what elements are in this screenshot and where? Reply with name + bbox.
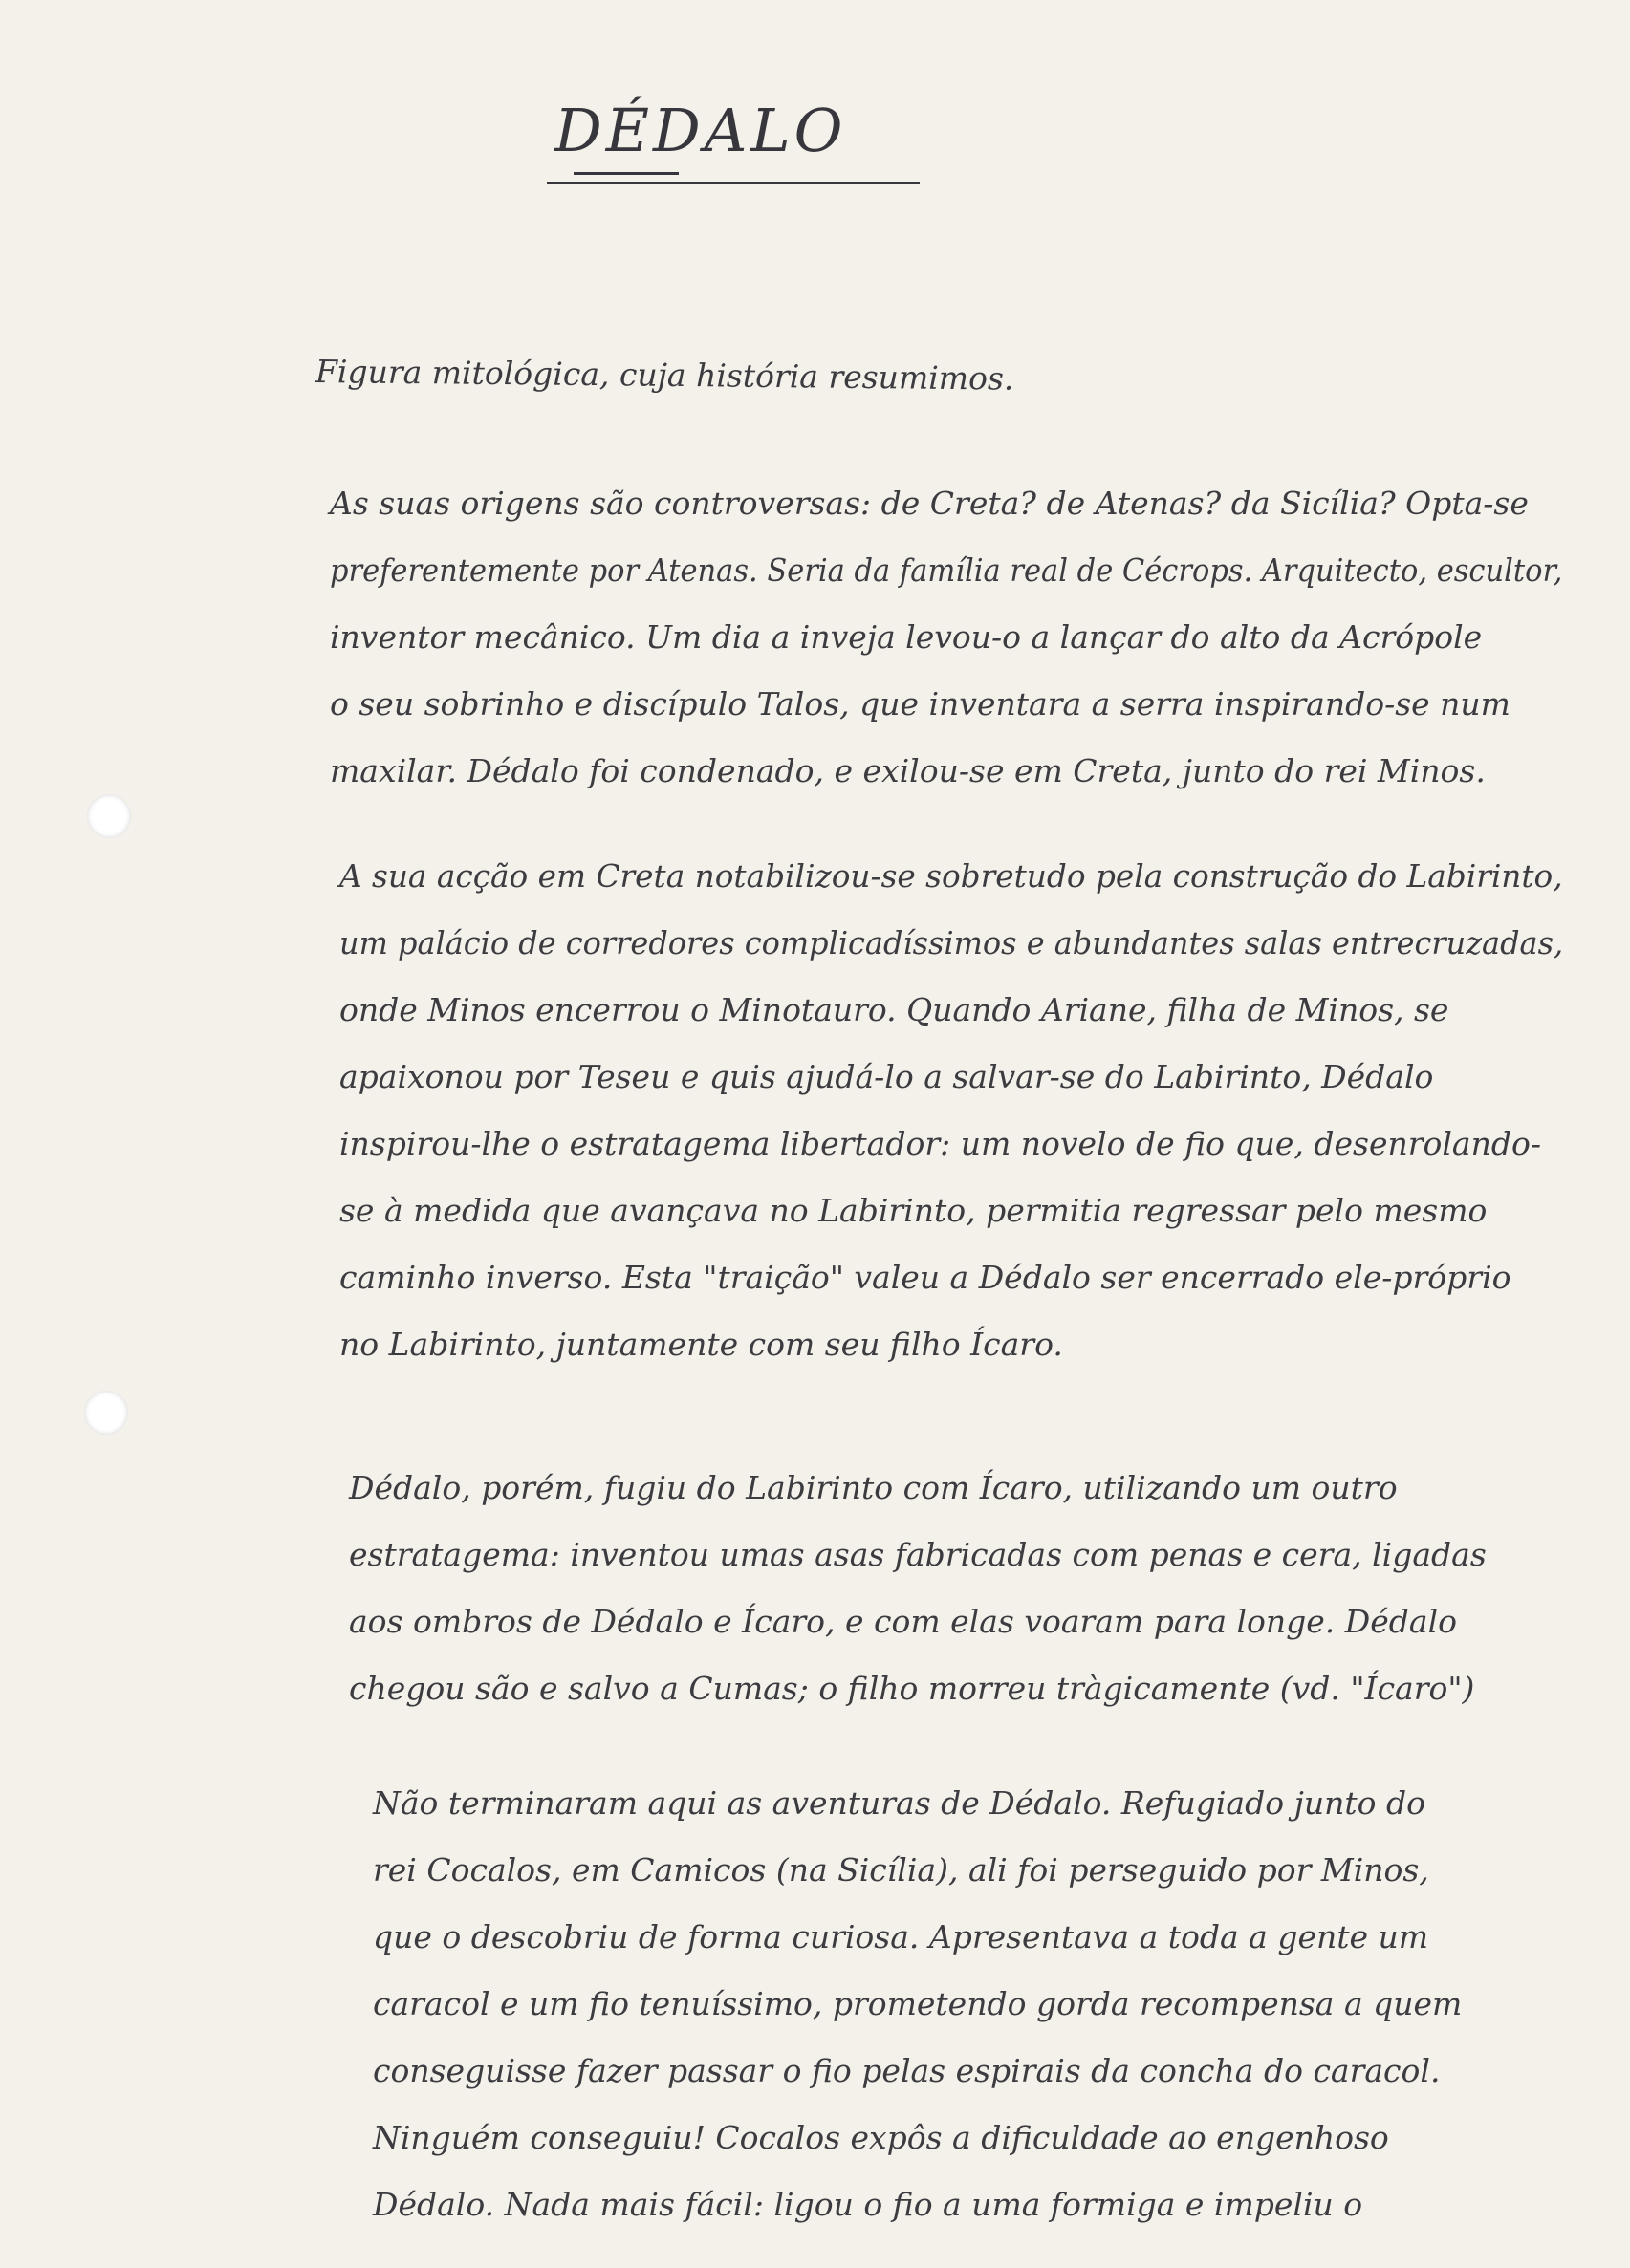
punch-hole: [87, 794, 131, 838]
text-line: estratagema: inventou umas asas fabricadas com penas e cera, ligadas: [349, 1536, 1487, 1573]
text-line: conseguisse fazer passar o fio pelas espirais da concha do caracol.: [373, 2052, 1441, 2089]
text-line: inventor mecânico. Um dia a inveja levou-o a lançar do alto da Acrópole: [330, 618, 1483, 656]
intro-line: Figura mitológica, cuja história resumimos.: [315, 353, 1014, 398]
text-line: inspirou-lhe o estratagema libertador: um novelo de fio que, desenrolando-: [339, 1125, 1541, 1162]
text-line: o seu sobrinho e discípulo Talos, que inventara a serra inspirando-se num: [330, 685, 1510, 723]
text-line: rei Cocalos, em Camicos (na Sicília), ali foi perseguido por Minos,: [373, 1851, 1429, 1889]
title-underline: [574, 172, 679, 175]
text-line: um palácio de corredores complicadíssimos e abundantes salas entrecruzadas,: [339, 924, 1564, 961]
text-line: preferentemente por Atenas. Seria da família real de Cécrops. Arquitecto, escultor,: [330, 551, 1563, 589]
text-line: aos ombros de Dédalo e Ícaro, e com elas voaram para longe. Dédalo: [349, 1603, 1457, 1640]
text-line: que o descobriu de forma curiosa. Apresentava a toda a gente um: [373, 1918, 1429, 1955]
text-line: A sua acção em Creta notabilizou-se sobretudo pela construção do Labirinto,: [339, 857, 1563, 895]
text-line: chegou são e salvo a Cumas; o filho morreu tràgicamente (vd. "Ícaro"): [349, 1670, 1475, 1707]
text-line: As suas origens são controversas: de Creta? de Atenas? da Sicília? Opta-se: [330, 485, 1529, 522]
text-line: Não terminaram aqui as aventuras de Dédalo. Refugiado junto do: [373, 1784, 1425, 1822]
text-line: no Labirinto, juntamente com seu filho Ícaro.: [339, 1326, 1063, 1363]
text-line: se à medida que avançava no Labirinto, permitia regressar pelo mesmo: [339, 1192, 1488, 1229]
text-line: Ninguém conseguiu! Cocalos expôs a dificuldade ao engenhoso: [373, 2119, 1389, 2156]
text-line: onde Minos encerrou o Minotauro. Quando Ariane, filha de Minos, se: [339, 991, 1449, 1028]
text-line: apaixonou por Teseu e quis ajudá-lo a salvar-se do Labirinto, Dédalo: [339, 1058, 1434, 1095]
text-line: Dédalo, porém, fugiu do Labirinto com Ícaro, utilizando um outro: [349, 1469, 1398, 1506]
title-underline: [547, 182, 920, 184]
text-line: caminho inverso. Esta "traição" valeu a Dédalo ser encerrado ele-próprio: [339, 1259, 1511, 1296]
text-line: caracol e um fio tenuíssimo, prometendo gorda recompensa a quem: [373, 1985, 1463, 2022]
punch-hole: [84, 1391, 128, 1435]
page-title: DÉDALO: [554, 96, 847, 165]
text-line: Dédalo. Nada mais fácil: ligou o fio a uma formiga e impeliu o: [373, 2186, 1363, 2223]
text-line: maxilar. Dédalo foi condenado, e exilou-se em Creta, junto do rei Minos.: [330, 752, 1486, 789]
